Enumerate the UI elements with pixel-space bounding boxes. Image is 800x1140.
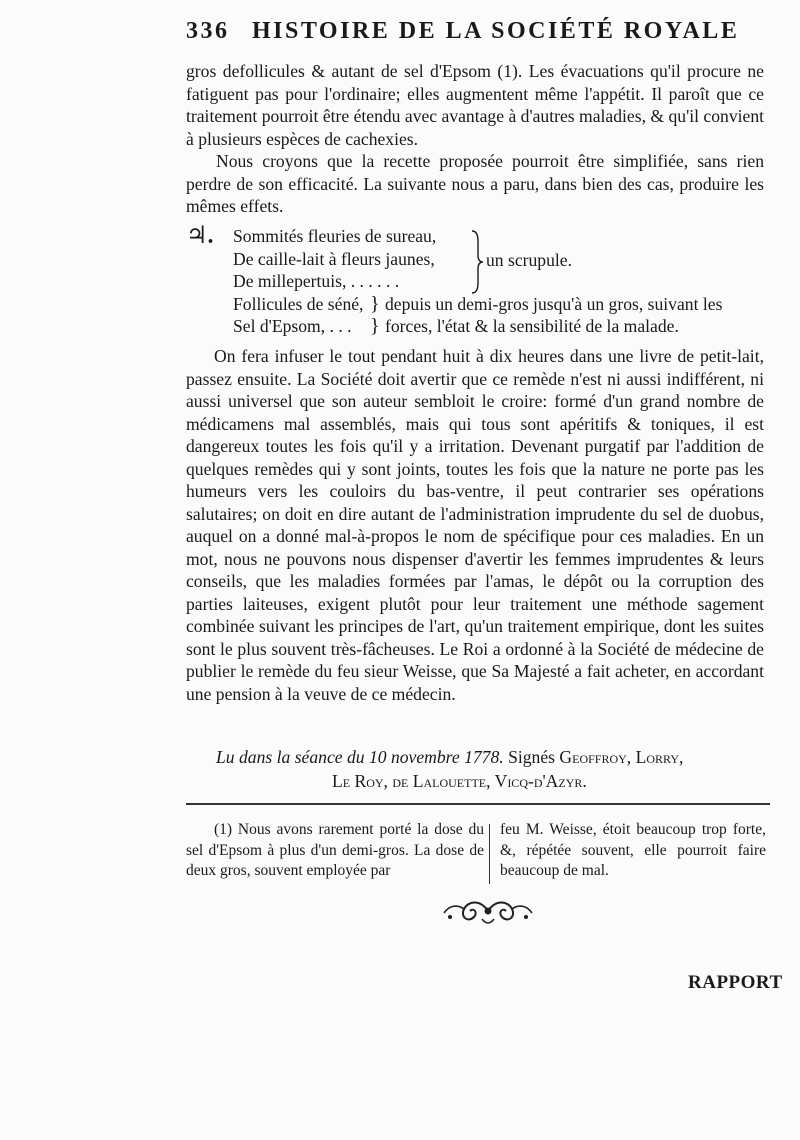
- ingredient-4: Follicules de séné,: [233, 293, 364, 314]
- signatories-line-2: Le Roy, de Lalouette, Vicq-d'Azyr.: [332, 771, 587, 791]
- dose-line-2: forces, l'état & la sensibilité de la malade.: [385, 316, 679, 336]
- page-number: 336: [186, 18, 230, 44]
- running-title: HISTOIRE DE LA SOCIÉTÉ ROYALE: [252, 18, 740, 44]
- paragraph-1: gros defollicules & autant de sel d'Epsom (1). Les évacuations qu'il procure ne fatiguent pas pour l'ordinaire; elles augmentent même l'appétit. Il paroît que ce traitement pourroit être étendu avec avantage à d'autres maladies, & qu'il convient à plusieurs espèces de cachexies.: [186, 61, 764, 149]
- footnote-rule: [186, 803, 770, 805]
- group-dose: un scrupule.: [486, 250, 572, 270]
- signed-label: Signés: [508, 747, 555, 767]
- dose-line-1: depuis un demi-gros jusqu'à un gros, suivant les: [385, 293, 723, 314]
- running-header: [186, 18, 760, 45]
- paragraph-2: Nous croyons que la recette proposée pourroit être simplifiée, sans rien perdre de son efficacité. La suivante nous a paru, dans bien des cas, produire les mêmes effets.: [186, 151, 764, 216]
- recipe-symbol: ♃.: [186, 223, 214, 249]
- signature-block: [186, 745, 776, 793]
- fleuron-ornament-icon: [438, 893, 538, 929]
- brace-icon: }: [370, 315, 380, 337]
- ingredient-5: Sel d'Epsom, . . .: [233, 316, 352, 336]
- paragraph-3: On fera infuser le tout pendant huit à dix heures dans une livre de petit-lait, passez ensuite. La Société doit avertir que ce remède n'est ni aussi indifférent, ni aussi universel que son auteur sembloit le croire: formé d'un grand nombre de médicamens mal assemblés, mais qui tous sont apéritifs & toniques, il est dangereux toutes les fois qu'il y a irritation. Devenant purgatif par l'addition de quelques remèdes qui y sont joints, toutes les fois que la nature ne porte pas les humeurs vers les couloirs du bas-ventre, il peut contrarier ses opérations salutaires; on doit en dire autant de l'administration imprudente du sel de duobus, auquel on a donné mal-à-propos le nom de spécifique pour ces maladies. En un mot, nous ne pouvons nous dispenser d'avertir les femmes imprudentes & leurs conseils, que les maladies formées par l'amas, le dépôt ou la corruption des parties laiteuses, exigent plutôt pour leur traitement une méthode sagement combinée suivant les principes de l'art, qu'un traitement empirique, dont les suites sont le plus souvent très-fâcheuses. Le Roi a ordonné à la Société de médecine de publier le remède du feu sieur Weisse, que Sa Majesté a fait acheter, en accordant une pension à la veuve de ce médecin.: [186, 346, 764, 704]
- ingredient-3: De millepertuis, . . . . . .: [233, 271, 400, 291]
- ingredient-2: De caille-lait à fleurs jaunes,: [233, 248, 435, 269]
- footnote-right-column: feu M. Weisse, étoit beaucoup trop forte, &, répétée souvent, elle pourroit faire beaucoup de mal.: [500, 821, 766, 879]
- reading-date: Lu dans la séance du 10 novembre 1778.: [216, 747, 504, 767]
- column-divider: [489, 824, 490, 884]
- footnote-left-column: (1) Nous avons rarement porté la dose du sel d'Epsom à plus d'un demi-gros. La dose de deux gros, souvent employée par: [186, 821, 484, 879]
- catchword: RAPPORT: [688, 972, 783, 993]
- recipe-block: [186, 225, 776, 338]
- ingredient-1: Sommités fleuries de sureau,: [233, 226, 437, 246]
- large-brace-icon: [470, 229, 484, 295]
- brace-icon: }: [370, 292, 380, 315]
- signatories-line-1: Geoffroy, Lorry,: [559, 747, 684, 767]
